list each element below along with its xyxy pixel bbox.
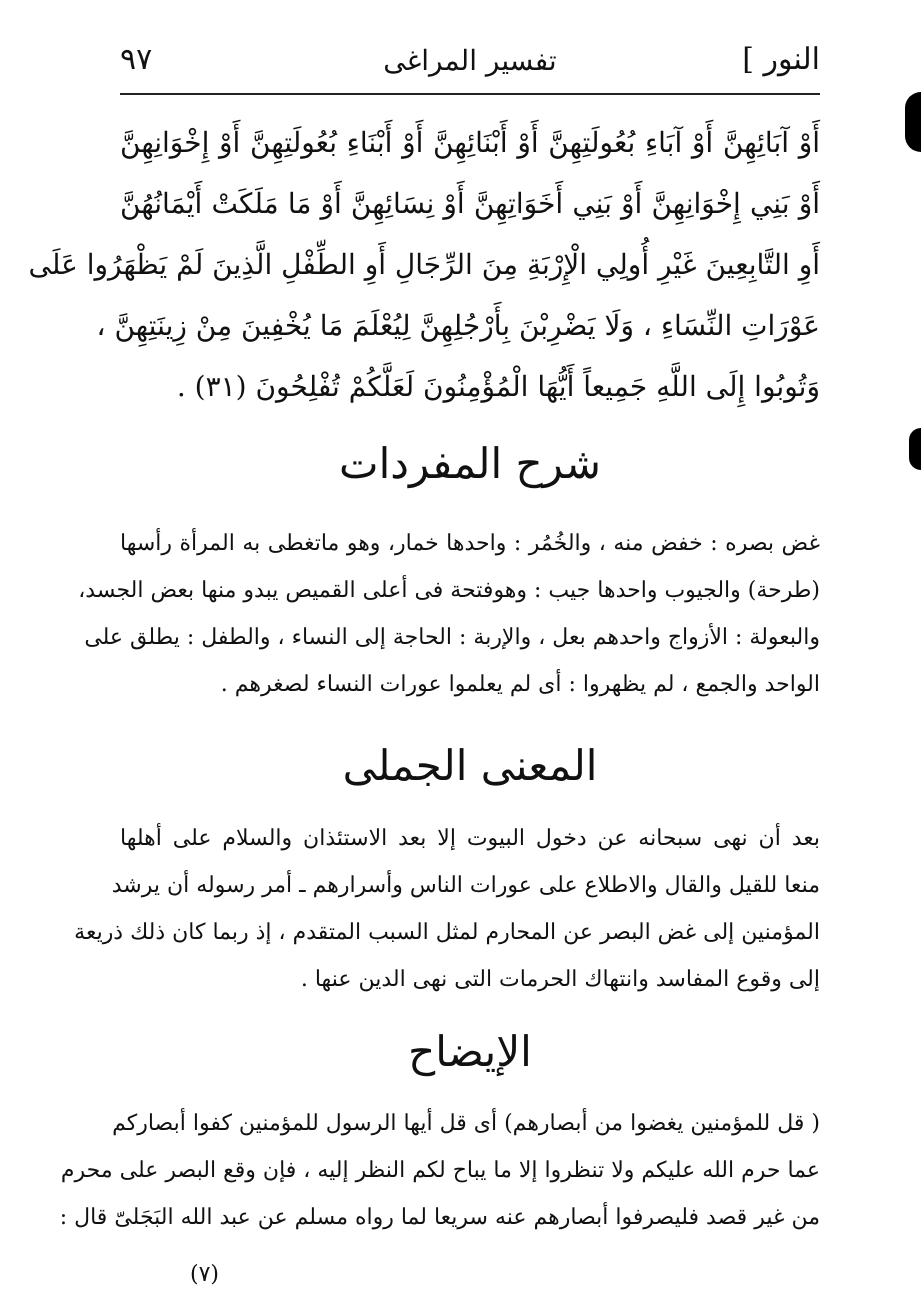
meaning-paragraph bbox=[74, 815, 820, 1003]
vocab-section-title: شرح المفردات bbox=[339, 439, 601, 488]
paragraph-line: الواحد والجمع ، لم يظهروا : أى لم يعلموا عورات النساء لصغرهم . bbox=[220, 672, 820, 697]
quran-verse bbox=[28, 112, 821, 417]
paragraph-line: منعا للقيل والقال والاطلاع على عورات الناس وأسرارهم ـ أمر رسوله أن يرشد bbox=[111, 873, 820, 898]
verse-line: وَتُوبُوا إِلَى اللَّهِ جَمِيعاً أَيُّهَا الْمُؤْمِنُونَ لَعَلَّكُمْ تُفْلِحُونَ (٣١) . bbox=[176, 370, 820, 403]
verse-line: أَوْ آبَائِهِنَّ أَوْ آبَاءِ بُعُولَتِهِنَّ أَوْ أَبْنَائِهِنَّ أَوْ أَبْنَاءِ بُعُولَتِهِنَّ أَوْ إِخْوَانِهِنَّ bbox=[120, 126, 821, 159]
verse-line: أَوِ التَّابِعِينَ غَيْرِ أُولِي الْإِرْبَةِ مِنَ الرِّجَالِ أَوِ الطِّفْلِ الَّذِينَ لَمْ يَظْهَرُوا عَلَى bbox=[28, 248, 820, 281]
verse-line: عَوْرَاتِ النِّسَاءِ ، وَلَا يَضْرِبْنَ بِأَرْجُلِهِنَّ لِيُعْلَمَ مَا يُخْفِينَ مِنْ زِينَتِهِنَّ ، bbox=[96, 309, 820, 342]
signature-mark: (٧) bbox=[190, 1262, 220, 1287]
scan-artifact bbox=[905, 92, 921, 152]
verse-line: أَوْ بَنِي إِخْوَانِهِنَّ أَوْ بَنِي أَخَوَاتِهِنَّ أَوْ نِسَائِهِنَّ أَوْ مَا مَلَكَتْ أَيْمَانُهُنَّ bbox=[120, 187, 820, 220]
paragraph-line: بعد أن نهى سبحانه عن دخول البيوت إلا بعد الاستئذان والسلام على أهلها bbox=[120, 826, 820, 851]
scan-artifact bbox=[909, 428, 921, 470]
chapter-name: النور ] bbox=[742, 42, 820, 77]
paragraph-line: عما حرم الله عليكم ولا تنظروا إلا ما يباح لكم النظر إليه ، فإن وقع البصر على محرم bbox=[60, 1158, 820, 1183]
vocab-paragraph bbox=[78, 520, 820, 708]
explanation-section-title: الإيضاح bbox=[408, 1027, 532, 1076]
page-number: ٩٧ bbox=[120, 42, 153, 77]
page-header bbox=[120, 38, 820, 88]
header-divider bbox=[120, 93, 820, 95]
paragraph-line: (طرحة) والجيوب واحدها جيب : وهوفتحة فى أعلى القميص يبدو منها بعض الجسد، bbox=[78, 578, 820, 603]
paragraph-line: ( قل للمؤمنين يغضوا من أبصارهم) أى قل أيها الرسول للمؤمنين كفوا أبصاركم bbox=[112, 1111, 820, 1136]
paragraph-line: والبعولة : الأزواج واحدهم بعل ، والإربة : الحاجة إلى النساء ، والطفل : يطلق على bbox=[84, 625, 820, 650]
meaning-section-title: المعنى الجملى bbox=[342, 741, 598, 790]
paragraph-line: من غير قصد فليصرفوا أبصارهم عنه سريعا لما رواه مسلم عن عبد الله البَجَلىّ قال : bbox=[59, 1205, 820, 1230]
paragraph-line: إلى وقوع المفاسد وانتهاك الحرمات التى نهى الدين عنها . bbox=[300, 967, 820, 992]
paragraph-line: المؤمنين إلى غض البصر عن المحارم لمثل السبب المتقدم ، إذ ربما كان ذلك ذريعة bbox=[74, 920, 820, 945]
paragraph-line: غض بصره : خفض منه ، والخُمُر : واحدها خمار، وهو ماتغطى به المرأة رأسها bbox=[120, 531, 820, 556]
book-title: تفسير المراغى bbox=[383, 44, 557, 77]
explanation-paragraph bbox=[59, 1100, 820, 1241]
